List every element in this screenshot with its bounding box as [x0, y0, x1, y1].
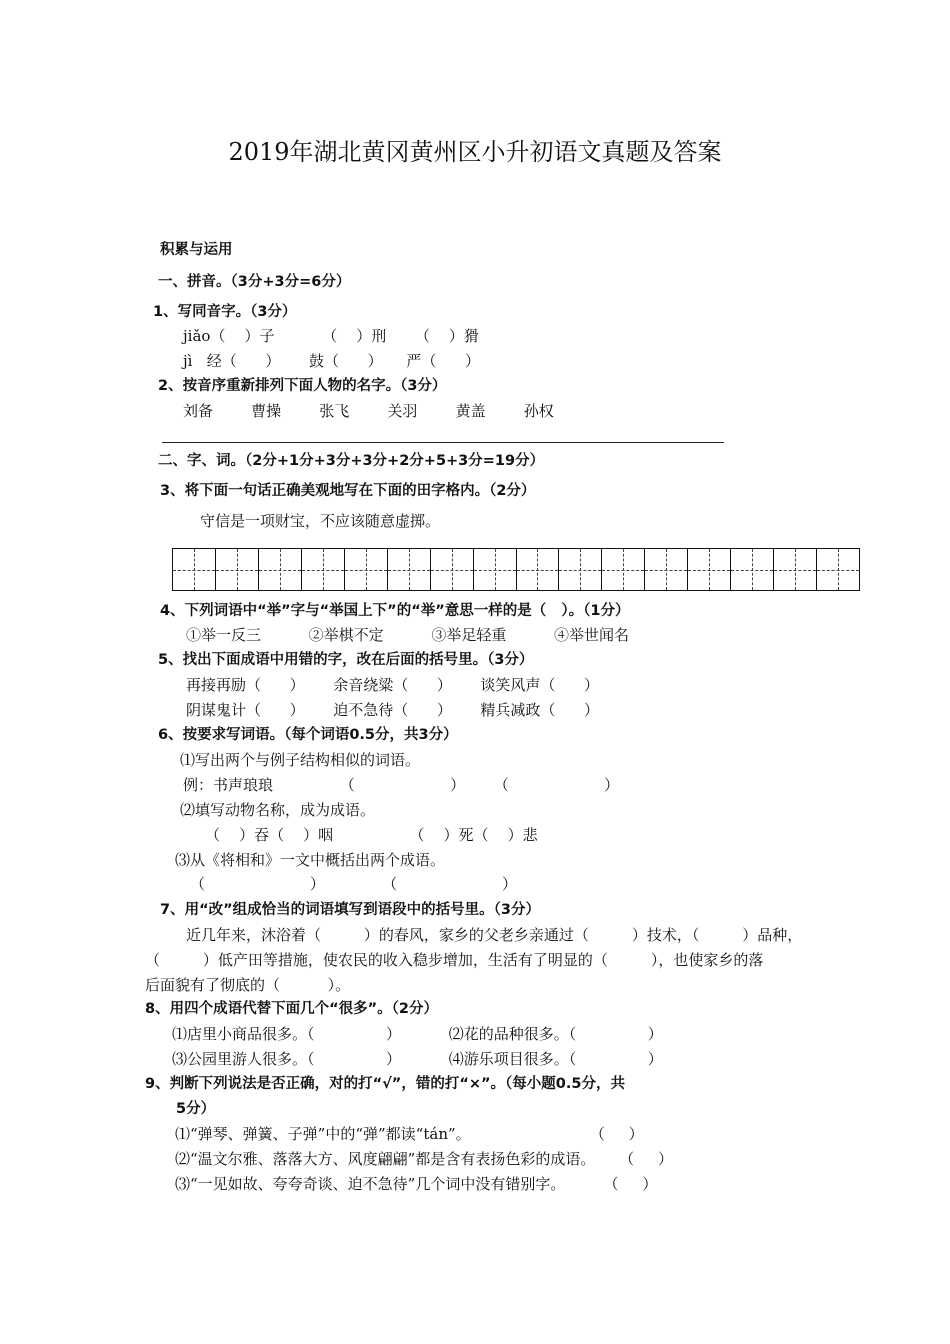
question-8-row-2: ⑶公园里游人很多。（ ） ⑷游乐项目很多。（ ） — [172, 1050, 663, 1068]
grid-cell[interactable] — [431, 549, 474, 590]
grid-guide-vertical — [366, 549, 367, 590]
question-6-part-3: ⑶从《将相和》一文中概括出两个成语。 — [175, 851, 446, 869]
section-heading: 积累与运用 — [160, 242, 233, 258]
grid-cell[interactable] — [173, 549, 216, 590]
grid-guide-vertical — [537, 549, 538, 590]
grid-cell[interactable] — [474, 549, 517, 590]
grid-cell[interactable] — [731, 549, 774, 590]
question-7-line-2: （ ）低产田等措施，使农民的收入稳步增加，生活有了明显的（ ），也使家乡的落 — [145, 951, 764, 969]
question-6-part-2: ⑵填写动物名称，成为成语。 — [180, 801, 376, 819]
grid-guide-vertical — [194, 549, 195, 590]
question-5-row-2: 阴谋鬼计（ ） 迫不急待（ ） 精兵减政（ ） — [186, 701, 600, 719]
part-1-heading: 一、拼音。（3分+3分=6分） — [158, 274, 351, 290]
question-8-row-1: ⑴店里小商品很多。（ ） ⑵花的品种很多。（ ） — [172, 1025, 663, 1043]
question-5: 5、找出下面成语中用错的字，改在后面的括号里。（3分） — [158, 652, 534, 668]
tian-zi-ge-grid[interactable] — [172, 548, 860, 591]
question-2-names: 刘备 曹操 张飞 关羽 黄盖 孙权 — [183, 402, 554, 420]
question-7-line-3: 后面貌有了彻底的（ ）。 — [145, 976, 351, 994]
grid-cell[interactable] — [259, 549, 302, 590]
question-7-line-1: 近几年来，沐浴着（ ）的春风，家乡的父老乡亲通过（ ）技术，（ ）品种， — [186, 926, 803, 944]
question-6-part-1-answer: 例：书声琅琅 （ ） （ ） — [183, 776, 620, 794]
question-6: 6、按要求写词语。（每个词语0.5分，共3分） — [158, 727, 458, 743]
question-1-row-2: jì 经（ ） 鼓（ ） 严（ ） — [183, 352, 481, 370]
answer-line — [162, 442, 724, 443]
grid-cell[interactable] — [345, 549, 388, 590]
document-title: 2019年湖北黄冈黄州区小升初语文真题及答案 — [228, 138, 722, 166]
question-6-part-2-answer: （ ）吞（ ）咽 （ ）死（ ）悲 — [205, 826, 538, 844]
grid-cell[interactable] — [388, 549, 431, 590]
grid-guide-vertical — [623, 549, 624, 590]
grid-guide-vertical — [709, 549, 710, 590]
grid-guide-vertical — [752, 549, 753, 590]
grid-guide-vertical — [495, 549, 496, 590]
grid-guide-vertical — [409, 549, 410, 590]
question-9-continued: 5分） — [176, 1101, 216, 1117]
question-3: 3、将下面一句话正确美观地写在下面的田字格内。（2分） — [160, 483, 536, 499]
grid-cell[interactable] — [817, 549, 859, 590]
question-3-sentence: 守信是一项财宝，不应该随意虚掷。 — [200, 512, 441, 530]
question-8: 8、用四个成语代替下面几个“很多”。（2分） — [145, 1001, 438, 1017]
grid-cell[interactable] — [602, 549, 645, 590]
grid-guide-vertical — [452, 549, 453, 590]
grid-guide-vertical — [237, 549, 238, 590]
question-1-row-1: jiǎo（ ）子 （ ）刑 （ ）猾 — [183, 327, 479, 345]
question-5-row-1: 再接再励（ ） 余音绕粱（ ） 谈笑风声（ ） — [186, 676, 600, 694]
question-9: 9、判断下列说法是否正确，对的打“√”，错的打“×”。（每小题0.5分，共 — [145, 1076, 625, 1092]
grid-guide-vertical — [795, 549, 796, 590]
grid-guide-vertical — [666, 549, 667, 590]
grid-guide-vertical — [838, 549, 839, 590]
question-6-part-1: ⑴写出两个与例子结构相似的词语。 — [180, 751, 421, 769]
grid-cell[interactable] — [559, 549, 602, 590]
grid-cell[interactable] — [517, 549, 560, 590]
question-4: 4、下列词语中“举”字与“举国上下”的“举”意思一样的是（ ）。（1分） — [160, 603, 630, 619]
question-6-part-3-answer: （ ） （ ） — [190, 875, 518, 893]
question-9-item-2: ⑵“温文尔雅、落落大方、风度翩翩”都是含有表扬色彩的成语。 （ ） — [175, 1150, 674, 1168]
question-4-options: ①举一反三 ②举棋不定 ③举足轻重 ④举世闻名 — [186, 626, 630, 644]
grid-cell[interactable] — [216, 549, 259, 590]
question-1: 1、写同音字。（3分） — [153, 304, 297, 320]
question-9-item-1: ⑴“弹琴、弹簧、子弹”中的“弹”都读“tán”。 （ ） — [175, 1125, 644, 1143]
grid-cell[interactable] — [774, 549, 817, 590]
question-2: 2、按音序重新排列下面人物的名字。（3分） — [158, 378, 447, 394]
grid-cell[interactable] — [645, 549, 688, 590]
grid-cell[interactable] — [688, 549, 731, 590]
part-2-heading: 二、字、词。（2分+1分+3分+3分+2分+5+3分=19分） — [158, 453, 545, 469]
grid-guide-vertical — [580, 549, 581, 590]
question-7: 7、用“改”组成恰当的词语填写到语段中的括号里。（3分） — [160, 902, 540, 918]
grid-guide-vertical — [280, 549, 281, 590]
question-9-item-3: ⑶“一见如故、夸夸奇谈、迫不急待”几个词中没有错别字。 （ ） — [175, 1175, 658, 1193]
grid-cell[interactable] — [302, 549, 345, 590]
grid-guide-vertical — [323, 549, 324, 590]
